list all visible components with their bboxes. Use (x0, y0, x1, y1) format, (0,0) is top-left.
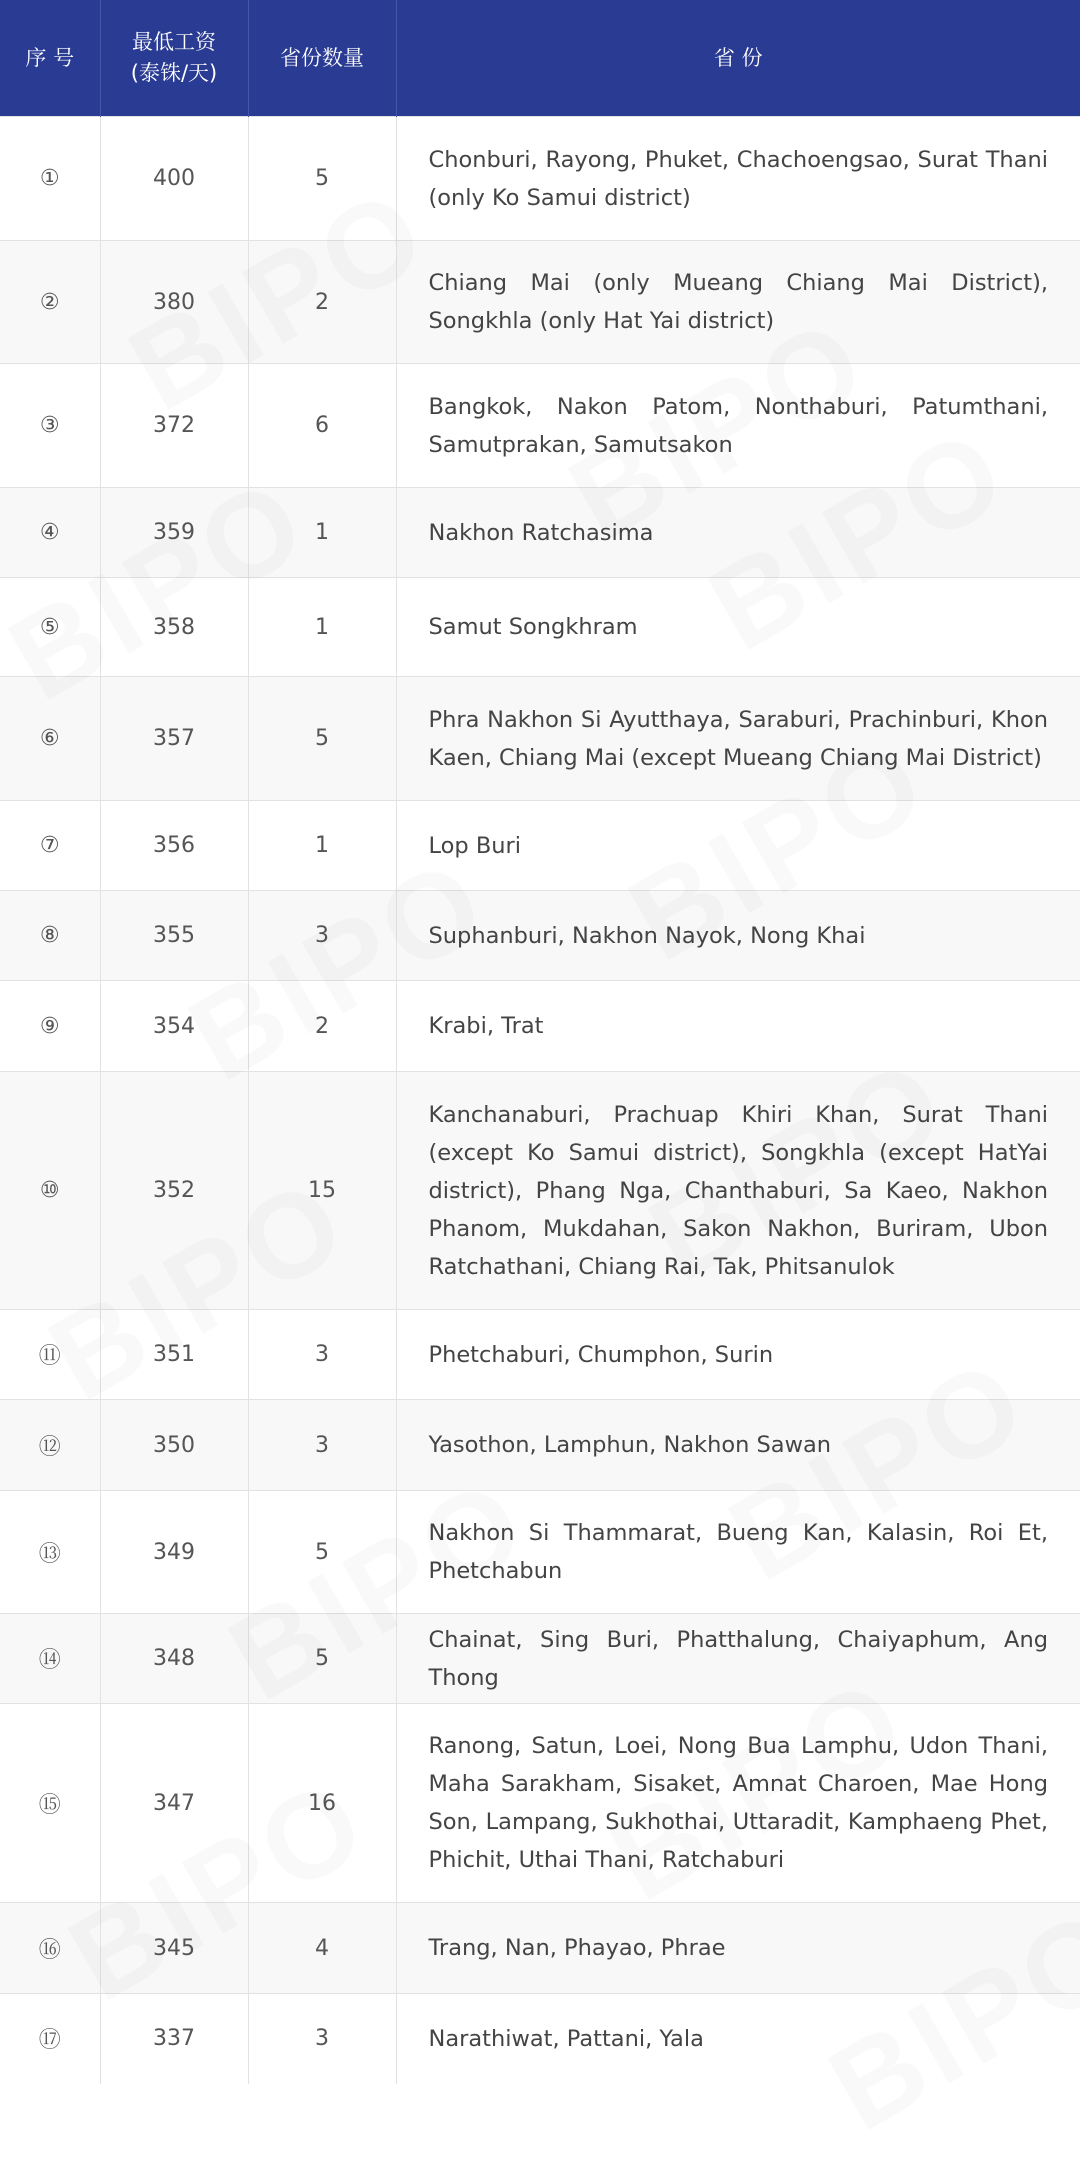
row-province-count: 15 (248, 1072, 396, 1310)
row-wage: 400 (100, 117, 248, 241)
table-row (0, 1614, 1080, 1704)
row-province-count: 4 (248, 1903, 396, 1994)
row-index: ② (0, 241, 100, 364)
row-index: ⑰ (0, 1994, 100, 2084)
row-province-count: 6 (248, 364, 396, 488)
table-row (0, 891, 1080, 981)
row-provinces: Kanchanaburi, Prachuap Khiri Khan, Surat Thani (except Ko Samui district), Songkhla (except HatYai district), Phang Nga, Chanthaburi, Sa Kaeo, Nakhon Phanom, Mukdahan, Sakon Nakhon, Buriram, Ubon Ratchathani, Chiang Rai, Tak, Phitsanulok (396, 1072, 1080, 1310)
row-provinces: Bangkok, Nakon Patom, Nonthaburi, Patumthani, Samutprakan, Samutsakon (396, 364, 1080, 488)
row-wage: 354 (100, 981, 248, 1072)
row-index: ⑯ (0, 1903, 100, 1994)
row-province-count: 1 (248, 801, 396, 891)
row-wage: 349 (100, 1491, 248, 1614)
table-header (0, 0, 1080, 117)
row-provinces: Nakhon Ratchasima (396, 488, 1080, 578)
header-wage (100, 0, 248, 117)
row-province-count: 2 (248, 241, 396, 364)
row-province-count: 1 (248, 488, 396, 578)
table-row (0, 801, 1080, 891)
row-wage: 380 (100, 241, 248, 364)
row-provinces: Yasothon, Lamphun, Nakhon Sawan (396, 1400, 1080, 1491)
table-row (0, 677, 1080, 801)
row-provinces: Samut Songkhram (396, 578, 1080, 677)
row-index: ⑪ (0, 1310, 100, 1400)
row-wage: 356 (100, 801, 248, 891)
row-province-count: 2 (248, 981, 396, 1072)
row-provinces: Narathiwat, Pattani, Yala (396, 1994, 1080, 2084)
row-provinces: Nakhon Si Thammarat, Bueng Kan, Kalasin, Roi Et, Phetchabun (396, 1491, 1080, 1614)
row-province-count: 5 (248, 677, 396, 801)
header-provinces: 省 份 (396, 0, 1080, 117)
row-provinces: Chiang Mai (only Mueang Chiang Mai District), Songkhla (only Hat Yai district) (396, 241, 1080, 364)
row-wage: 347 (100, 1704, 248, 1903)
table-body (0, 117, 1080, 2084)
row-index: ⑦ (0, 801, 100, 891)
row-provinces: Phra Nakhon Si Ayutthaya, Saraburi, Prachinburi, Khon Kaen, Chiang Mai (except Mueang Chiang Mai District) (396, 677, 1080, 801)
table-row (0, 488, 1080, 578)
row-index: ⑧ (0, 891, 100, 981)
row-wage: 345 (100, 1903, 248, 1994)
row-wage: 337 (100, 1994, 248, 2084)
row-wage: 355 (100, 891, 248, 981)
row-provinces: Trang, Nan, Phayao, Phrae (396, 1903, 1080, 1994)
row-index: ⑥ (0, 677, 100, 801)
table-row (0, 364, 1080, 488)
row-province-count: 3 (248, 891, 396, 981)
table-row (0, 1491, 1080, 1614)
row-wage: 352 (100, 1072, 248, 1310)
row-provinces: Suphanburi, Nakhon Nayok, Nong Khai (396, 891, 1080, 981)
row-index: ① (0, 117, 100, 241)
row-provinces: Krabi, Trat (396, 981, 1080, 1072)
row-province-count: 3 (248, 1310, 396, 1400)
table-row (0, 981, 1080, 1072)
row-wage: 358 (100, 578, 248, 677)
table-row (0, 1903, 1080, 1994)
row-wage: 359 (100, 488, 248, 578)
row-province-count: 1 (248, 578, 396, 677)
row-index: ⑩ (0, 1072, 100, 1310)
row-province-count: 5 (248, 117, 396, 241)
table-row (0, 1994, 1080, 2084)
row-wage: 351 (100, 1310, 248, 1400)
row-province-count: 5 (248, 1491, 396, 1614)
row-provinces: Chainat, Sing Buri, Phatthalung, Chaiyaphum, Ang Thong (396, 1614, 1080, 1704)
row-provinces: Ranong, Satun, Loei, Nong Bua Lamphu, Udon Thani, Maha Sarakham, Sisaket, Amnat Charoen, Mae Hong Son, Lampang, Sukhothai, Uttaradit, Kamphaeng Phet, Phichit, Uthai Thani, Ratchaburi (396, 1704, 1080, 1903)
row-provinces: Phetchaburi, Chumphon, Surin (396, 1310, 1080, 1400)
row-wage: 372 (100, 364, 248, 488)
row-index: ③ (0, 364, 100, 488)
row-provinces: Lop Buri (396, 801, 1080, 891)
row-index: ⑫ (0, 1400, 100, 1491)
row-provinces: Chonburi, Rayong, Phuket, Chachoengsao, Surat Thani (only Ko Samui district) (396, 117, 1080, 241)
row-wage: 350 (100, 1400, 248, 1491)
row-index: ⑮ (0, 1704, 100, 1903)
header-wage-line1: 最低工资 (132, 30, 216, 54)
row-province-count: 5 (248, 1614, 396, 1704)
table-row (0, 117, 1080, 241)
row-wage: 357 (100, 677, 248, 801)
row-index: ⑭ (0, 1614, 100, 1704)
header-index: 序 号 (0, 0, 100, 117)
row-index: ④ (0, 488, 100, 578)
row-province-count: 3 (248, 1994, 396, 2084)
table-row (0, 1400, 1080, 1491)
row-province-count: 3 (248, 1400, 396, 1491)
row-index: ⑨ (0, 981, 100, 1072)
row-index: ⑤ (0, 578, 100, 677)
row-index: ⑬ (0, 1491, 100, 1614)
table-row (0, 1310, 1080, 1400)
table-row (0, 1072, 1080, 1310)
row-province-count: 16 (248, 1704, 396, 1903)
row-wage: 348 (100, 1614, 248, 1704)
table-row (0, 241, 1080, 364)
table-row (0, 578, 1080, 677)
header-count: 省份数量 (248, 0, 396, 117)
header-wage-line2: (泰铢/天) (130, 61, 218, 85)
table-row (0, 1704, 1080, 1903)
